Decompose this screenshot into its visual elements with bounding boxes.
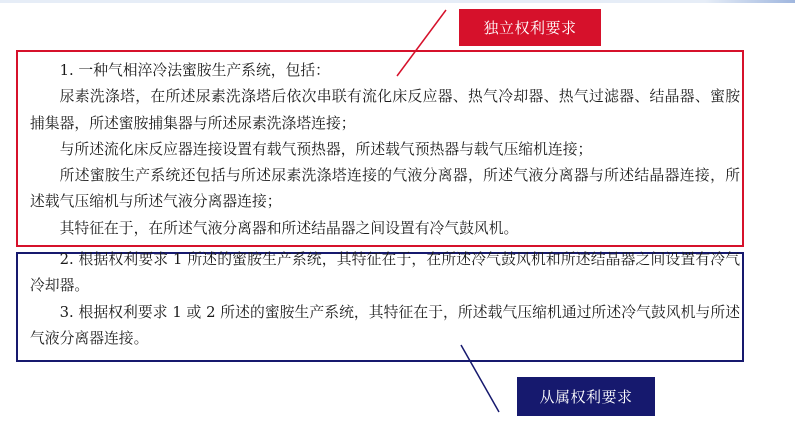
claim-1-element-separator: 所述蜜胺生产系统还包括与所述尿素洗涤塔连接的气液分离器，所述气液分离器与所述结晶器连接，所述载气压缩机与所述气液分离器连接；: [30, 167, 740, 211]
claim-1-characterizing-part: 其特征在于，在所述气液分离器和所述结晶器之间设置有冷气鼓风机。: [59, 219, 519, 237]
independent-claim-label: 独立权利要求: [459, 9, 601, 46]
top-rule: [0, 0, 795, 3]
claim-1-element-washing-tower: 尿素洗涤塔，在所述尿素洗涤塔后依次串联有流化床反应器、热气冷却器、热气过滤器、结晶器、蜜胺捕集器，所述蜜胺捕集器与所述尿素洗涤塔连接；: [30, 88, 740, 132]
claims-text: [30, 58, 740, 352]
claim-1-element-preheater: 与所述流化床反应器连接设置有载气预热器，所述载气预热器与载气压缩机连接；: [59, 140, 593, 158]
claim-3: 3. 根据权利要求 1 或 2 所述的蜜胺生产系统，其特征在于，所述载气压缩机通过所述冷气鼓风机与所述气液分离器连接。: [30, 303, 740, 347]
claim-2: 2. 根据权利要求 1 所述的蜜胺生产系统，其特征在于，在所述冷气鼓风机和所述结晶器之间设置有冷气冷却器。: [30, 251, 740, 295]
dependent-claim-label: 从属权利要求: [517, 377, 655, 416]
claim-1-preamble: 1. 一种气相淬冷法蜜胺生产系统，包括：: [59, 62, 330, 79]
